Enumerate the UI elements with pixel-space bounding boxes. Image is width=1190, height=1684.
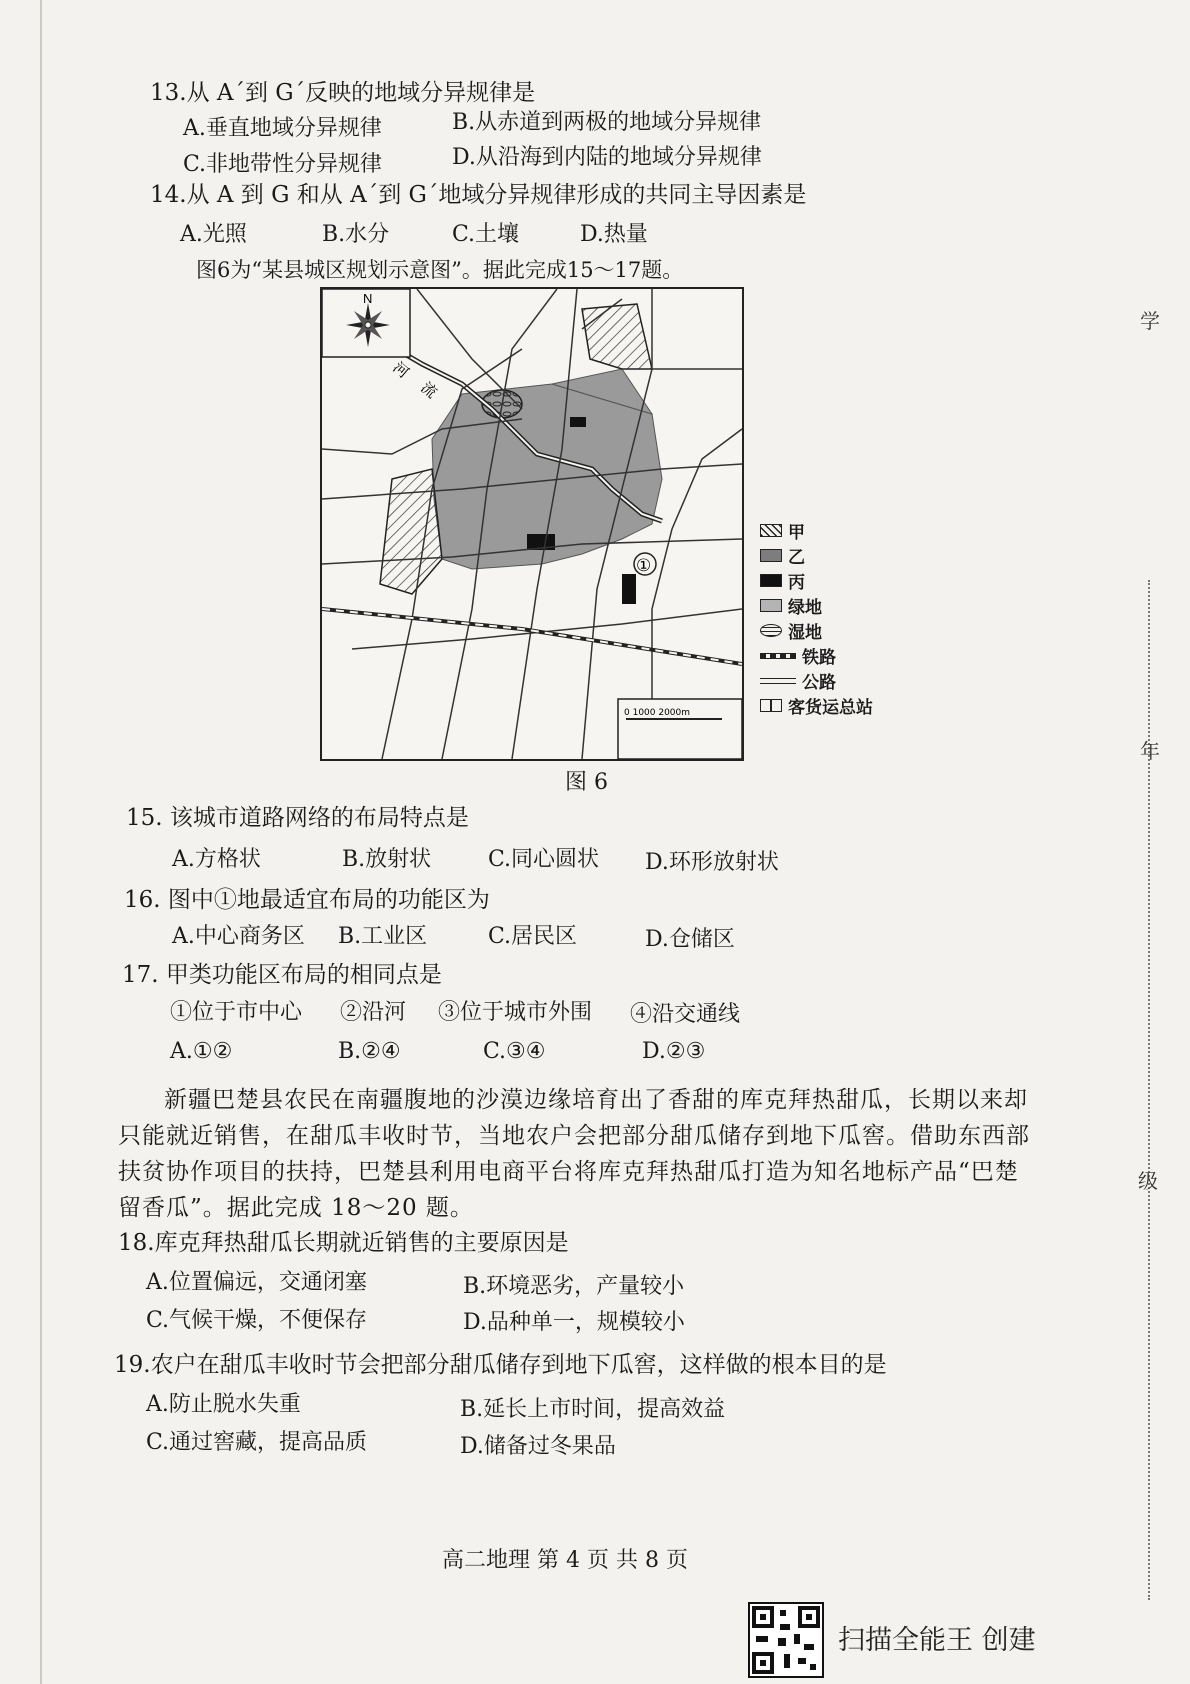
- river-label-1: 河: [389, 358, 413, 382]
- county-map-figure: [320, 287, 744, 761]
- q15-option-a: A.方格状: [172, 847, 261, 872]
- q19-option-c: C.通过窖藏，提高品质: [146, 1430, 368, 1455]
- q15-option-b: B.放射状: [342, 847, 432, 872]
- q14-option-c: C.土壤: [452, 222, 520, 247]
- q13-option-d: D.从沿海到内陆的地域分异规律: [452, 145, 762, 170]
- county-map-svg: [322, 289, 742, 759]
- q14-option-b: B.水分: [322, 222, 390, 247]
- q15-option-d: D.环形放射状: [645, 850, 779, 875]
- road-swatch-icon: [760, 678, 796, 684]
- legend-road: 公路: [802, 673, 836, 693]
- page-edge-shadow: [40, 0, 42, 1684]
- q16-option-c: C.居民区: [488, 924, 578, 949]
- grey-swatch-icon: [760, 549, 782, 562]
- site-label: ①: [636, 556, 652, 576]
- page-footer: 高二地理 第 4 页 共 8 页: [442, 1548, 688, 1573]
- q17-stem: 17. 甲类功能区布局的相同点是: [122, 962, 442, 988]
- map-legend: [760, 518, 873, 718]
- q18-option-d: D.品种单一，规模较小: [463, 1310, 685, 1335]
- district-jia-northeast: [582, 304, 652, 369]
- q15-option-c: C.同心圆状: [488, 847, 600, 872]
- q13-option-a: A.垂直地域分异规律: [183, 116, 382, 141]
- q13-option-c: C.非地带性分异规律: [183, 152, 383, 177]
- q17-option-b: B.②④: [338, 1039, 401, 1064]
- q16-option-d: D.仓储区: [645, 927, 735, 952]
- binding-line: [1148, 580, 1150, 1600]
- passage-18-20: [118, 1082, 1058, 1226]
- railway-swatch-icon: [760, 653, 796, 659]
- legend-station: 客货运总站: [788, 698, 873, 718]
- passage-line-3: 扶贫协作项目的扶持，巴楚县利用电商平台将库克拜热甜瓜打造为知名地标产品“巴楚: [118, 1159, 1019, 1185]
- q17-option-a: A.①②: [170, 1039, 233, 1064]
- q13-option-b: B.从赤道到两极的地域分异规律: [452, 110, 762, 135]
- legend-yi: 乙: [788, 548, 805, 568]
- q17-item-3: ③位于城市外围: [438, 1000, 593, 1025]
- q16-stem: 16. 图中①地最适宜布局的功能区为: [124, 887, 490, 913]
- wetland-swatch-icon: [760, 624, 782, 637]
- q16-option-b: B.工业区: [338, 924, 428, 949]
- hatch-swatch-icon: [760, 524, 782, 537]
- side-mark-1: 学: [1140, 309, 1160, 333]
- legend-green-space: 绿地: [788, 598, 822, 618]
- q18-option-a: A.位置偏远，交通闭塞: [146, 1270, 367, 1295]
- scale-label: 0 1000 2000m: [624, 708, 691, 718]
- passage-line-4: 留香瓜”。据此完成 18～20 题。: [118, 1195, 474, 1221]
- q14-option-a: A.光照: [180, 222, 247, 247]
- station-swatch-icon: [760, 699, 782, 712]
- side-mark-3: 级: [1138, 1169, 1158, 1193]
- figure-caption: 图 6: [565, 770, 608, 795]
- q17-option-d: D.②③: [642, 1039, 706, 1064]
- q18-option-b: B.环境恶劣，产量较小: [463, 1274, 685, 1299]
- legend-jia: 甲: [788, 523, 805, 543]
- q19-option-d: D.储备过冬果品: [460, 1434, 616, 1459]
- q19-option-b: B.延长上市时间，提高效益: [460, 1397, 726, 1422]
- q19-stem: 19.农户在甜瓜丰收时节会把部分甜瓜储存到地下瓜窖，这样做的根本目的是: [114, 1352, 887, 1378]
- river-label-2: 流: [417, 378, 441, 402]
- legend-bing: 丙: [788, 573, 805, 593]
- legend-wetland: 湿地: [788, 623, 822, 643]
- district-bing-north: [570, 417, 586, 427]
- q17-item-2: ②沿河: [340, 1000, 407, 1025]
- q17-item-1: ①位于市中心: [170, 1000, 303, 1025]
- q18-option-c: C.气候干燥，不便保存: [146, 1308, 368, 1333]
- q15-stem: 15. 该城市道路网络的布局特点是: [126, 805, 469, 831]
- q17-option-c: C.③④: [483, 1039, 546, 1064]
- scanner-watermark: 扫描全能王 创建: [838, 1625, 1036, 1656]
- q19-option-a: A.防止脱水失重: [146, 1392, 301, 1417]
- passage-line-2: 只能就近销售，在甜瓜丰收时节，当地农户会把部分甜瓜储存到地下瓜窖。借助东西部: [118, 1123, 1030, 1149]
- black-swatch-icon: [760, 574, 782, 587]
- green-space-swatch-icon: [760, 599, 782, 612]
- q16-option-a: A.中心商务区: [172, 924, 305, 949]
- north-letter: N: [363, 291, 373, 306]
- q13-stem: 13.从 A´到 G´反映的地域分异规律是: [150, 80, 536, 106]
- q17-item-4: ④沿交通线: [630, 1002, 741, 1027]
- qr-code-icon: [748, 1602, 824, 1678]
- district-bing-east: [622, 574, 636, 604]
- intro-15-17: 图6为“某县城区规划示意图”。据此完成15～17题。: [196, 258, 684, 282]
- side-mark-2: 年: [1140, 739, 1160, 763]
- q14-option-d: D.热量: [580, 222, 648, 247]
- legend-railway: 铁路: [802, 648, 836, 668]
- q18-stem: 18.库克拜热甜瓜长期就近销售的主要原因是: [118, 1230, 569, 1256]
- q14-stem: 14.从 A 到 G 和从 A´到 G´地域分异规律形成的共同主导因素是: [150, 182, 807, 208]
- passage-line-1: 新疆巴楚县农民在南疆腹地的沙漠边缘培育出了香甜的库克拜热甜瓜，长期以来却: [164, 1087, 1028, 1113]
